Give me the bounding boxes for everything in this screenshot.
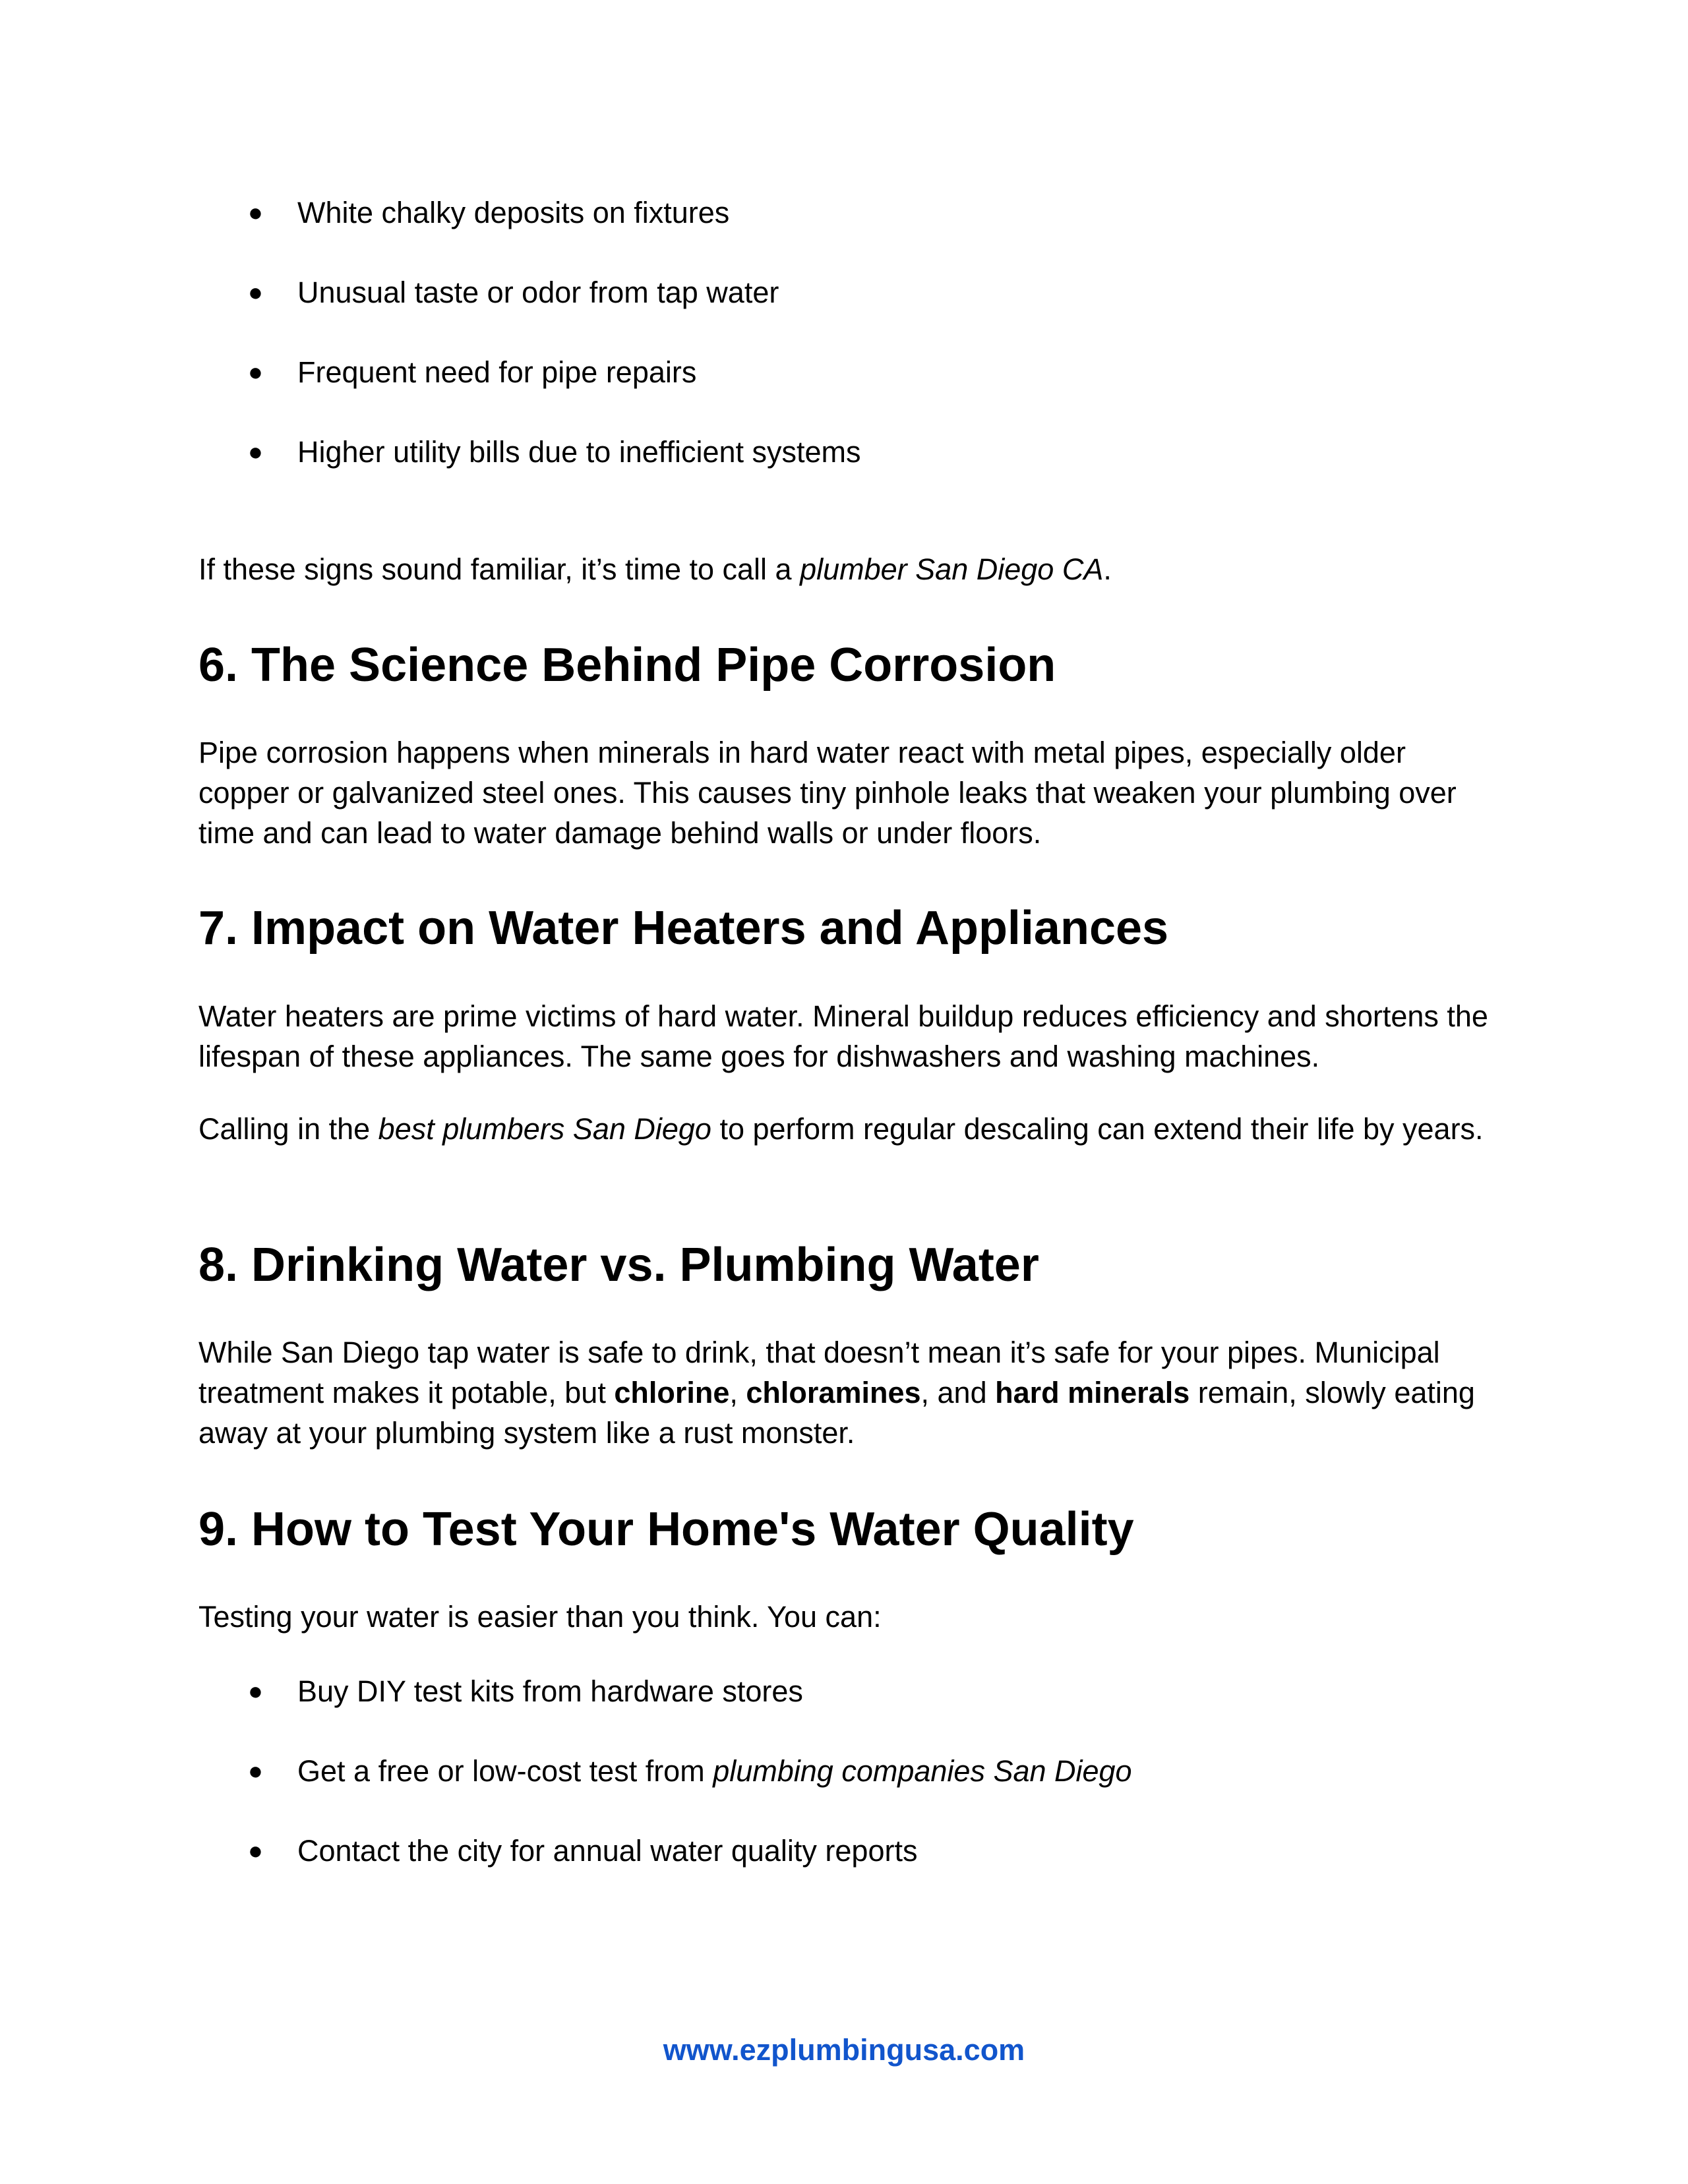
list-item	[198, 194, 861, 231]
section-8-body	[198, 1332, 1491, 1453]
text: to perform regular descaling can extend their life by years.	[711, 1112, 1484, 1146]
section-9-intro: Testing your water is easier than you think. You can:	[198, 1600, 882, 1634]
bullet-icon: ●	[248, 199, 263, 227]
website-link[interactable]: www.ezplumbingusa.com	[663, 2033, 1025, 2067]
text: If these signs sound familiar, it’s time to call a	[198, 552, 800, 586]
list-item	[198, 434, 861, 471]
section-7-body-2	[198, 1109, 1491, 1149]
text: ,	[729, 1376, 746, 1409]
list-item	[198, 1673, 1132, 1710]
keyword-hard-minerals: hard minerals	[995, 1376, 1190, 1409]
list-item-text: Get a free or low-cost test from	[297, 1754, 713, 1788]
text: Calling in the	[198, 1112, 378, 1146]
section-9-heading: 9. How to Test Your Home's Water Quality	[198, 1503, 1134, 1556]
text: , and	[920, 1376, 996, 1409]
list-item-text: Contact the city for annual water quality reports	[297, 1834, 918, 1868]
text: .	[1103, 552, 1112, 586]
bullet-icon: ●	[248, 1678, 263, 1705]
keyword-chlorine: chlorine	[614, 1376, 730, 1409]
list-item	[198, 354, 861, 391]
bullet-icon: ●	[248, 279, 263, 307]
keyword-chloramines: chloramines	[746, 1376, 921, 1409]
text: While San Diego tap water is safe to drink, that doesn’t mean it’s safe for your pipes. Municipal treatment makes it potable, but	[198, 1336, 1440, 1409]
bullet-icon: ●	[248, 438, 263, 466]
section-8-heading: 8. Drinking Water vs. Plumbing Water	[198, 1239, 1039, 1291]
list-item-text: Buy DIY test kits from hardware stores	[297, 1674, 803, 1708]
signs-paragraph	[198, 549, 1491, 589]
section-6-body: Pipe corrosion happens when minerals in hard water react with metal pipes, especially older copper or galvanized steel ones. This causes tiny pinhole leaks that weaken your plumbing over time and can lead to water damage behind walls or under floors.	[198, 736, 1457, 850]
keyword-plumber-san-diego-ca: plumber San Diego CA	[800, 552, 1104, 586]
signs-list	[198, 194, 861, 514]
keyword-best-plumbers-san-diego: best plumbers San Diego	[378, 1112, 711, 1146]
list-item	[198, 1833, 1132, 1870]
list-item	[198, 1753, 1132, 1790]
list-item-text: Frequent need for pipe repairs	[297, 355, 697, 389]
bullet-icon: ●	[248, 359, 263, 386]
testing-options-list	[198, 1673, 1132, 1912]
section-7-heading: 7. Impact on Water Heaters and Appliances	[198, 902, 1169, 955]
keyword-plumbing-companies-san-diego: plumbing companies San Diego	[713, 1754, 1132, 1788]
text: remain, slowly eating away at your plumbing system like a rust monster.	[198, 1376, 1475, 1450]
section-6-heading: 6. The Science Behind Pipe Corrosion	[198, 639, 1056, 692]
bullet-icon: ●	[248, 1757, 263, 1785]
list-item-text: Higher utility bills due to inefficient systems	[297, 435, 861, 469]
list-item-text: White chalky deposits on fixtures	[297, 196, 730, 229]
list-item-text: Unusual taste or odor from tap water	[297, 276, 779, 309]
section-7-body-1: Water heaters are prime victims of hard water. Mineral buildup reduces efficiency and shortens the lifespan of these appliances. The same goes for dishwashers and washing machines.	[198, 999, 1488, 1073]
bullet-icon: ●	[248, 1837, 263, 1865]
list-item	[198, 274, 861, 311]
